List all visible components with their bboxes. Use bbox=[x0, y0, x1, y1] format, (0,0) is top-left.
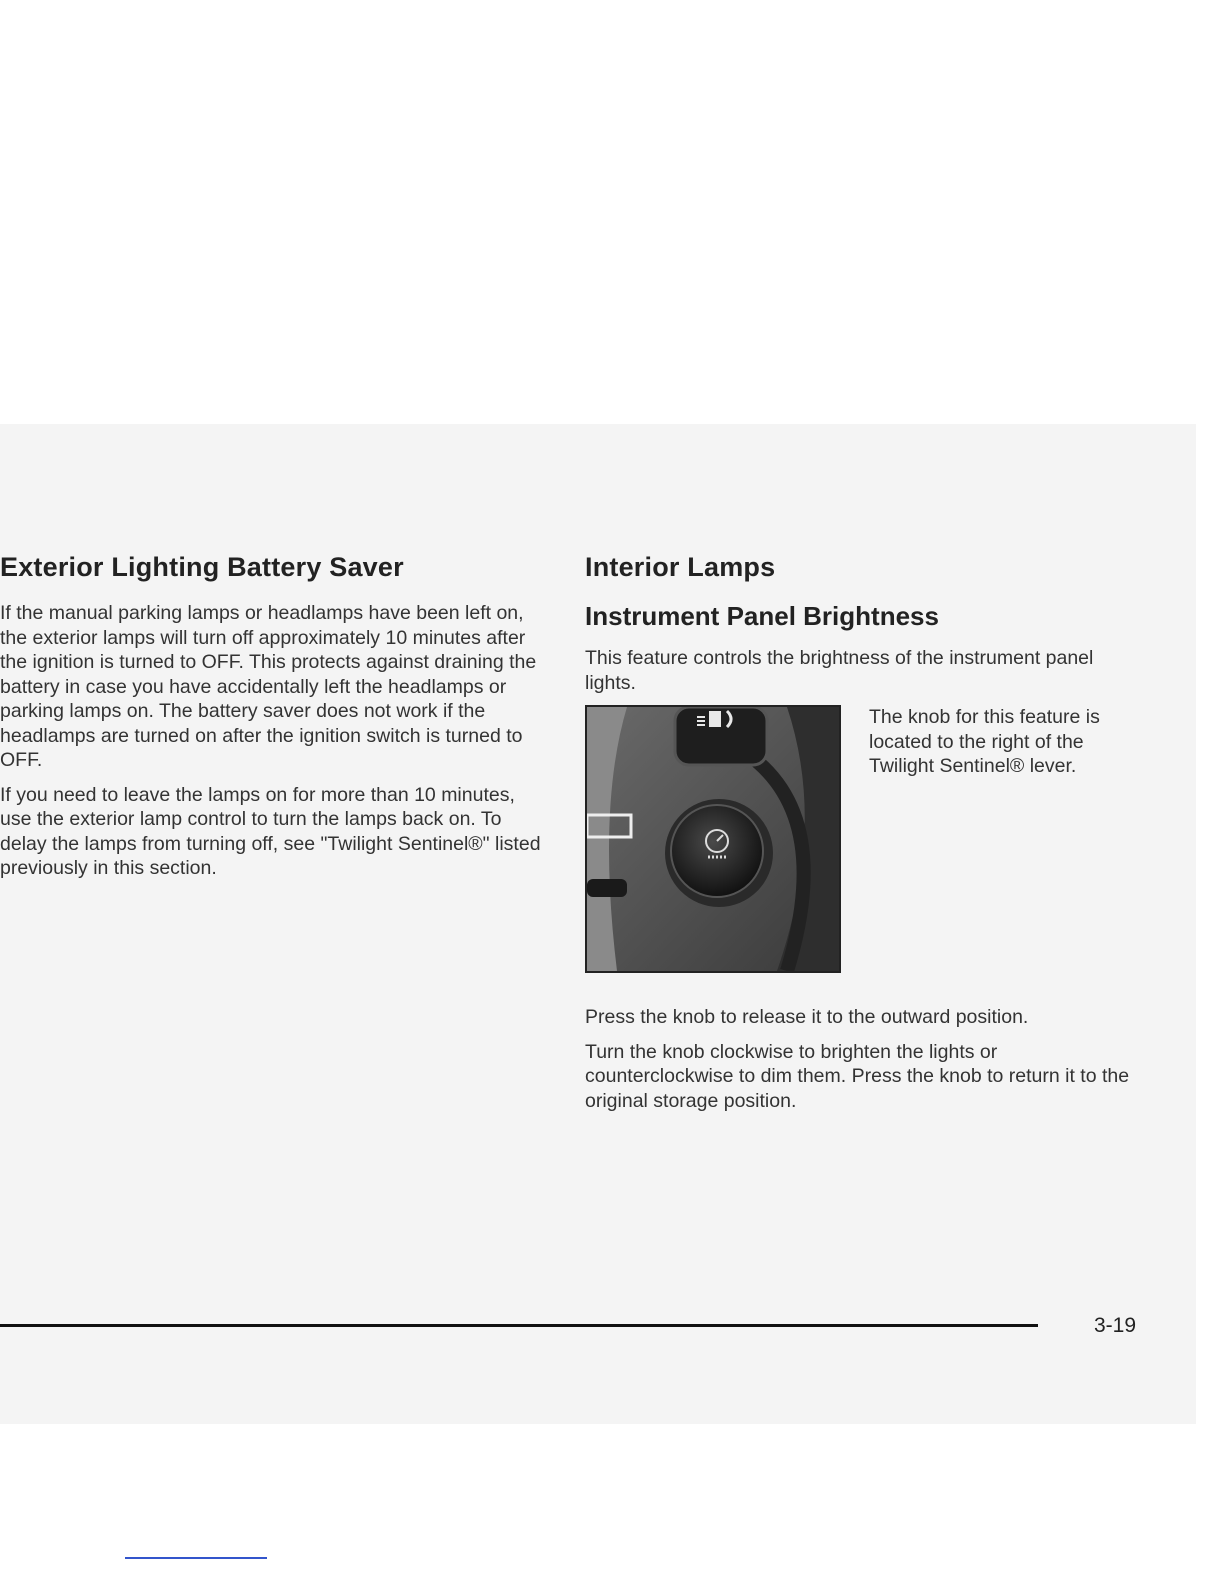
figure-caption bbox=[869, 705, 1149, 779]
right-column bbox=[585, 552, 1145, 1123]
instrument-panel-photo bbox=[585, 705, 841, 973]
footer-rule bbox=[0, 1324, 1038, 1327]
subheading-instrument-panel-brightness: Instrument Panel Brightness bbox=[585, 601, 939, 631]
caption-text: The knob for this feature is located to the right of the Twilight Sentinel® lever. bbox=[869, 706, 1100, 777]
link-underline bbox=[125, 1557, 267, 1559]
paragraph: Turn the knob clockwise to brighten the lights or counterclockwise to dim them. Press the knob to return it to the original storage position. bbox=[585, 1040, 1130, 1112]
figure-row bbox=[585, 705, 1145, 975]
section-heading-battery-saver: Exterior Lighting Battery Saver bbox=[0, 552, 404, 582]
section-heading-interior-lamps: Interior Lamps bbox=[585, 552, 776, 582]
intro-paragraph: This feature controls the brightness of the instrument panel lights. bbox=[585, 647, 1094, 694]
paragraph: Press the knob to release it to the outward position. bbox=[585, 1006, 1029, 1028]
left-column bbox=[0, 552, 548, 891]
page-number: 3-19 bbox=[1094, 1314, 1137, 1337]
paragraph: If the manual parking lamps or headlamps have been left on, the exterior lamps will turn off approximately 10 minutes after the ignition is turned to OFF. This protects against draining the battery in case you have accidentally left the headlamps or parking lamps on. The battery saver does not work if the headlamps are turned on after the ignition switch is turned to OFF. bbox=[0, 602, 537, 771]
paragraph: If you need to leave the lamps on for more than 10 minutes, use the exterior lamp control to turn the lamps back on. To delay the lamps from turning off, see "Twilight Sentinel®" listed previously in this section. bbox=[0, 783, 541, 879]
